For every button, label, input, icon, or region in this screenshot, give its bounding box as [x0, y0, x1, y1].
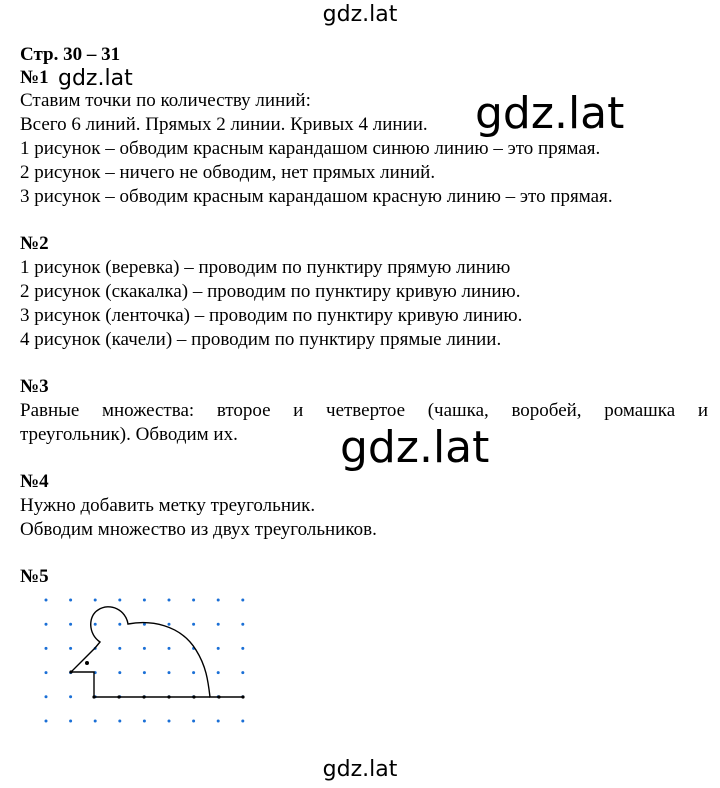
watermark-inline: gdz.lat — [58, 66, 133, 91]
grid-dot — [143, 599, 146, 602]
grid-dot — [94, 720, 97, 723]
section-1-line: 1 рисунок – обводим красным карандашом синюю линию – это прямая. — [20, 138, 601, 159]
section-2-line: 4 рисунок (качели) – проводим по пунктиру прямые линии. — [20, 329, 502, 350]
mouse-outline — [71, 607, 243, 697]
grid-dot — [118, 599, 121, 602]
section-2-line: 2 рисунок (скакалка) – проводим по пунктиру кривую линию. — [20, 281, 521, 302]
grid-dot — [217, 647, 220, 650]
page-header: Стр. 30 – 31 — [20, 44, 121, 65]
mouse-eye — [85, 661, 89, 665]
section-4-line: Нужно добавить метку треугольник. — [20, 495, 316, 516]
dot-grid — [45, 599, 245, 723]
grid-dot — [118, 647, 121, 650]
section-1-line: 2 рисунок – ничего не обводим, нет прямых линий. — [20, 162, 436, 183]
watermark-top: gdz.lat — [322, 2, 398, 27]
grid-dot — [192, 599, 195, 602]
grid-dot — [217, 720, 220, 723]
section-3-line: треугольник). Обводим их. — [20, 424, 238, 445]
watermark-bottom: gdz.lat — [322, 757, 398, 782]
watermark-large-1: gdz.lat — [475, 88, 625, 139]
grid-dot — [118, 623, 121, 626]
grid-dot — [118, 720, 121, 723]
grid-dot — [45, 647, 48, 650]
grid-dot — [69, 623, 72, 626]
watermark-large-2: gdz.lat — [340, 422, 490, 473]
grid-dot — [192, 623, 195, 626]
grid-dot — [143, 647, 146, 650]
grid-dot — [241, 671, 244, 674]
grid-dot — [69, 720, 72, 723]
grid-dot — [217, 671, 220, 674]
section-2-line: 3 рисунок (ленточка) – проводим по пунктиру кривую линию. — [20, 305, 523, 326]
grid-dot — [45, 599, 48, 602]
grid-dot — [241, 599, 244, 602]
section-title-2: №2 — [20, 233, 49, 254]
grid-dot — [168, 599, 171, 602]
grid-dot — [241, 720, 244, 723]
grid-dot — [94, 623, 97, 626]
grid-dot — [69, 599, 72, 602]
grid-dot — [217, 599, 220, 602]
section-title-4: №4 — [20, 471, 49, 492]
grid-dot — [45, 671, 48, 674]
section-1-line: Всего 6 линий. Прямых 2 линии. Кривых 4 линии. — [20, 114, 428, 135]
grid-dot — [69, 695, 72, 698]
grid-dot — [168, 720, 171, 723]
grid-dot — [192, 720, 195, 723]
grid-dot — [45, 623, 48, 626]
mouse-figure — [71, 607, 243, 697]
grid-dot — [143, 720, 146, 723]
grid-dot — [118, 671, 121, 674]
grid-dot — [168, 647, 171, 650]
section-2-line: 1 рисунок (веревка) – проводим по пунктиру прямую линию — [20, 257, 511, 278]
section-title-1: №1 — [20, 67, 49, 88]
grid-dot — [45, 720, 48, 723]
grid-dot — [217, 623, 220, 626]
grid-dot — [94, 599, 97, 602]
section-title-3: №3 — [20, 376, 49, 397]
grid-dot — [241, 623, 244, 626]
section-1-line: 3 рисунок – обводим красным карандашом красную линию – это прямая. — [20, 186, 613, 207]
grid-dot — [45, 695, 48, 698]
section-3-line: Равные множества: второе и четвертое (чашка, воробей, ромашка и — [20, 400, 708, 421]
grid-dot — [168, 671, 171, 674]
grid-dot — [143, 671, 146, 674]
grid-dot — [192, 671, 195, 674]
grid-dot — [241, 647, 244, 650]
mouse-points — [69, 661, 244, 699]
grid-dot — [168, 623, 171, 626]
grid-dot — [69, 647, 72, 650]
section-4-line: Обводим множество из двух треугольников. — [20, 519, 377, 540]
section-1-line: Ставим точки по количеству линий: — [20, 90, 311, 111]
section-title-5: №5 — [20, 566, 49, 587]
